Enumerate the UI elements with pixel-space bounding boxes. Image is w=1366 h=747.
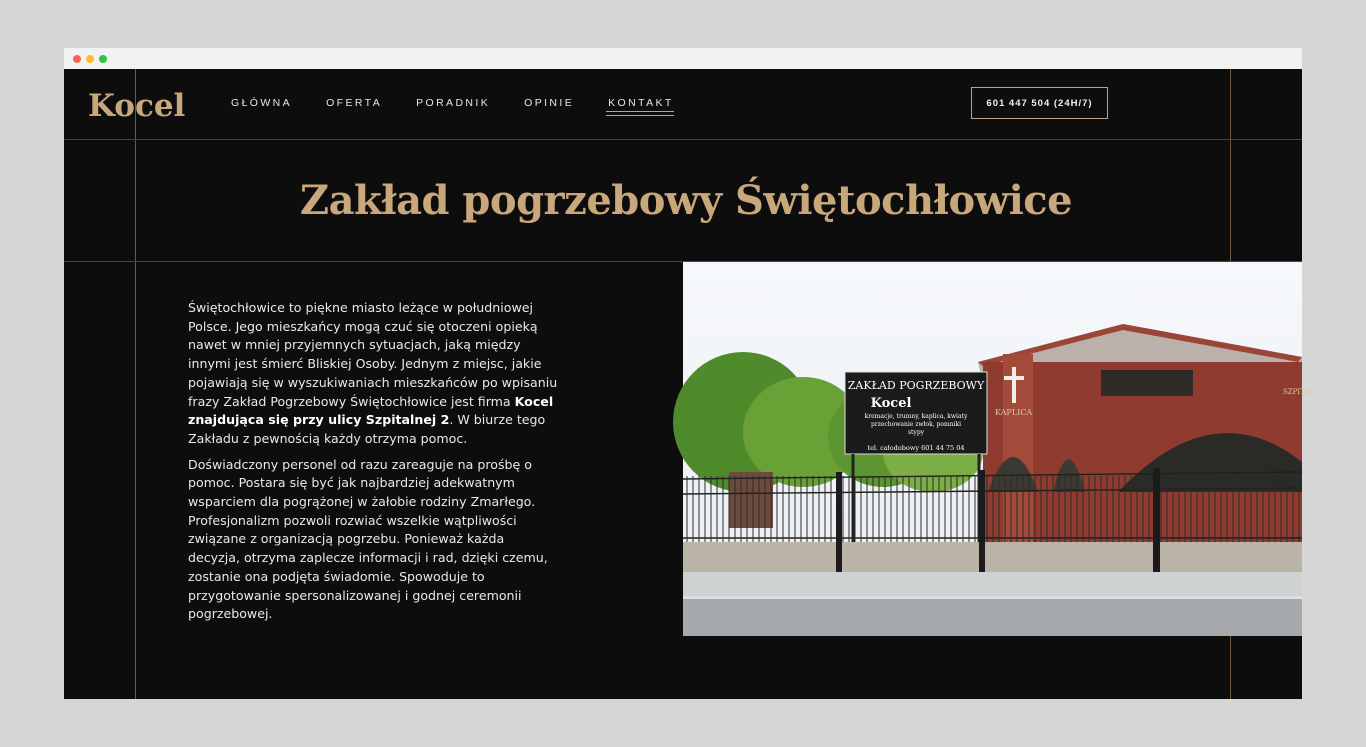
sign-line-2: Kocel bbox=[870, 396, 912, 411]
page-title: Zakład pogrzebowy Świętochłowice bbox=[299, 177, 1073, 224]
nav-item-opinie[interactable]: OPINIE bbox=[524, 97, 575, 109]
sign-line-3: kremacje, trumny, kaplica, kwiaty bbox=[864, 413, 968, 420]
szpital-text: SZPITAL bbox=[1283, 388, 1315, 396]
window-titlebar bbox=[64, 48, 1302, 69]
kocel-logo[interactable] bbox=[88, 87, 186, 124]
grid-line-left bbox=[135, 69, 136, 699]
kaplica-text: KAPLICA bbox=[995, 408, 1033, 417]
page bbox=[64, 69, 1315, 699]
minimize-window-icon[interactable] bbox=[86, 55, 94, 63]
nav-item-kontakt[interactable]: KONTAKT bbox=[608, 97, 674, 109]
nav-item-oferta[interactable]: OFERTA bbox=[326, 97, 383, 109]
sign-line-4: przechowanie zwłok, pomniki bbox=[871, 421, 961, 428]
nav-item-glowna[interactable]: GŁÓWNA bbox=[231, 97, 293, 109]
nav-item-poradnik[interactable]: PORADNIK bbox=[416, 97, 491, 109]
article-text bbox=[188, 299, 558, 631]
sign-line-1: ZAKŁAD POGRZEBOWY bbox=[847, 379, 985, 392]
header-divider bbox=[64, 139, 1302, 140]
sign-line-6: tel. całodobowy 601 44 75 04 bbox=[867, 444, 965, 452]
paragraph-1-text: Świętochłowice to piękne miasto leżące w południowej Polsce. Jego mieszkańcy mogą czuć się otoczeni opieką nawet w mniej przyjemnych sytuacjach, jaką między innymi jest śmierć Bliskiej Osoby. Jednym z miejsc, jakie pojawiają się w wyszukiwaniach mieszkańców po wpisaniu frazy Zakład Pogrzebowy Świętochłowice jest firma bbox=[188, 300, 558, 409]
main-nav bbox=[231, 97, 708, 109]
close-window-icon[interactable] bbox=[73, 55, 81, 63]
funeral-home-photo bbox=[683, 262, 1315, 636]
paragraph-1-end: . W biurze tego Zakładu z pewnością każdy otrzyma pomoc. bbox=[188, 412, 546, 446]
logo-text: Kocel bbox=[88, 88, 186, 124]
maximize-window-icon[interactable] bbox=[99, 55, 107, 63]
address-highlight: Kocel znajdująca się przy ulicy Szpitalnej 2 bbox=[188, 393, 554, 428]
phone-button[interactable]: 601 447 504 (24H/7) bbox=[971, 87, 1108, 119]
paragraph-2: Doświadczony personel od razu zareaguje na prośbę o pomoc. Postara się być jak najbardziej adekwatnym wsparciem dla pogrążonej w żałobie rodziny Zmarłego. Profesjonalizm pozwoli rozwiać wszelkie wątpliwości związane z organizacją pogrzebu. Ponieważ każda decyzja, otrzyma zaplecze informacji i rad, dzięki czemu, zostanie ona podjęta świadomie. Spowoduje to przygotowanie spersonalizowanej i godnej ceremonii pogrzebowej. bbox=[188, 456, 548, 622]
paragraph-1 bbox=[188, 299, 558, 449]
browser-window bbox=[64, 48, 1315, 699]
sign-line-5: stypy bbox=[907, 429, 925, 436]
